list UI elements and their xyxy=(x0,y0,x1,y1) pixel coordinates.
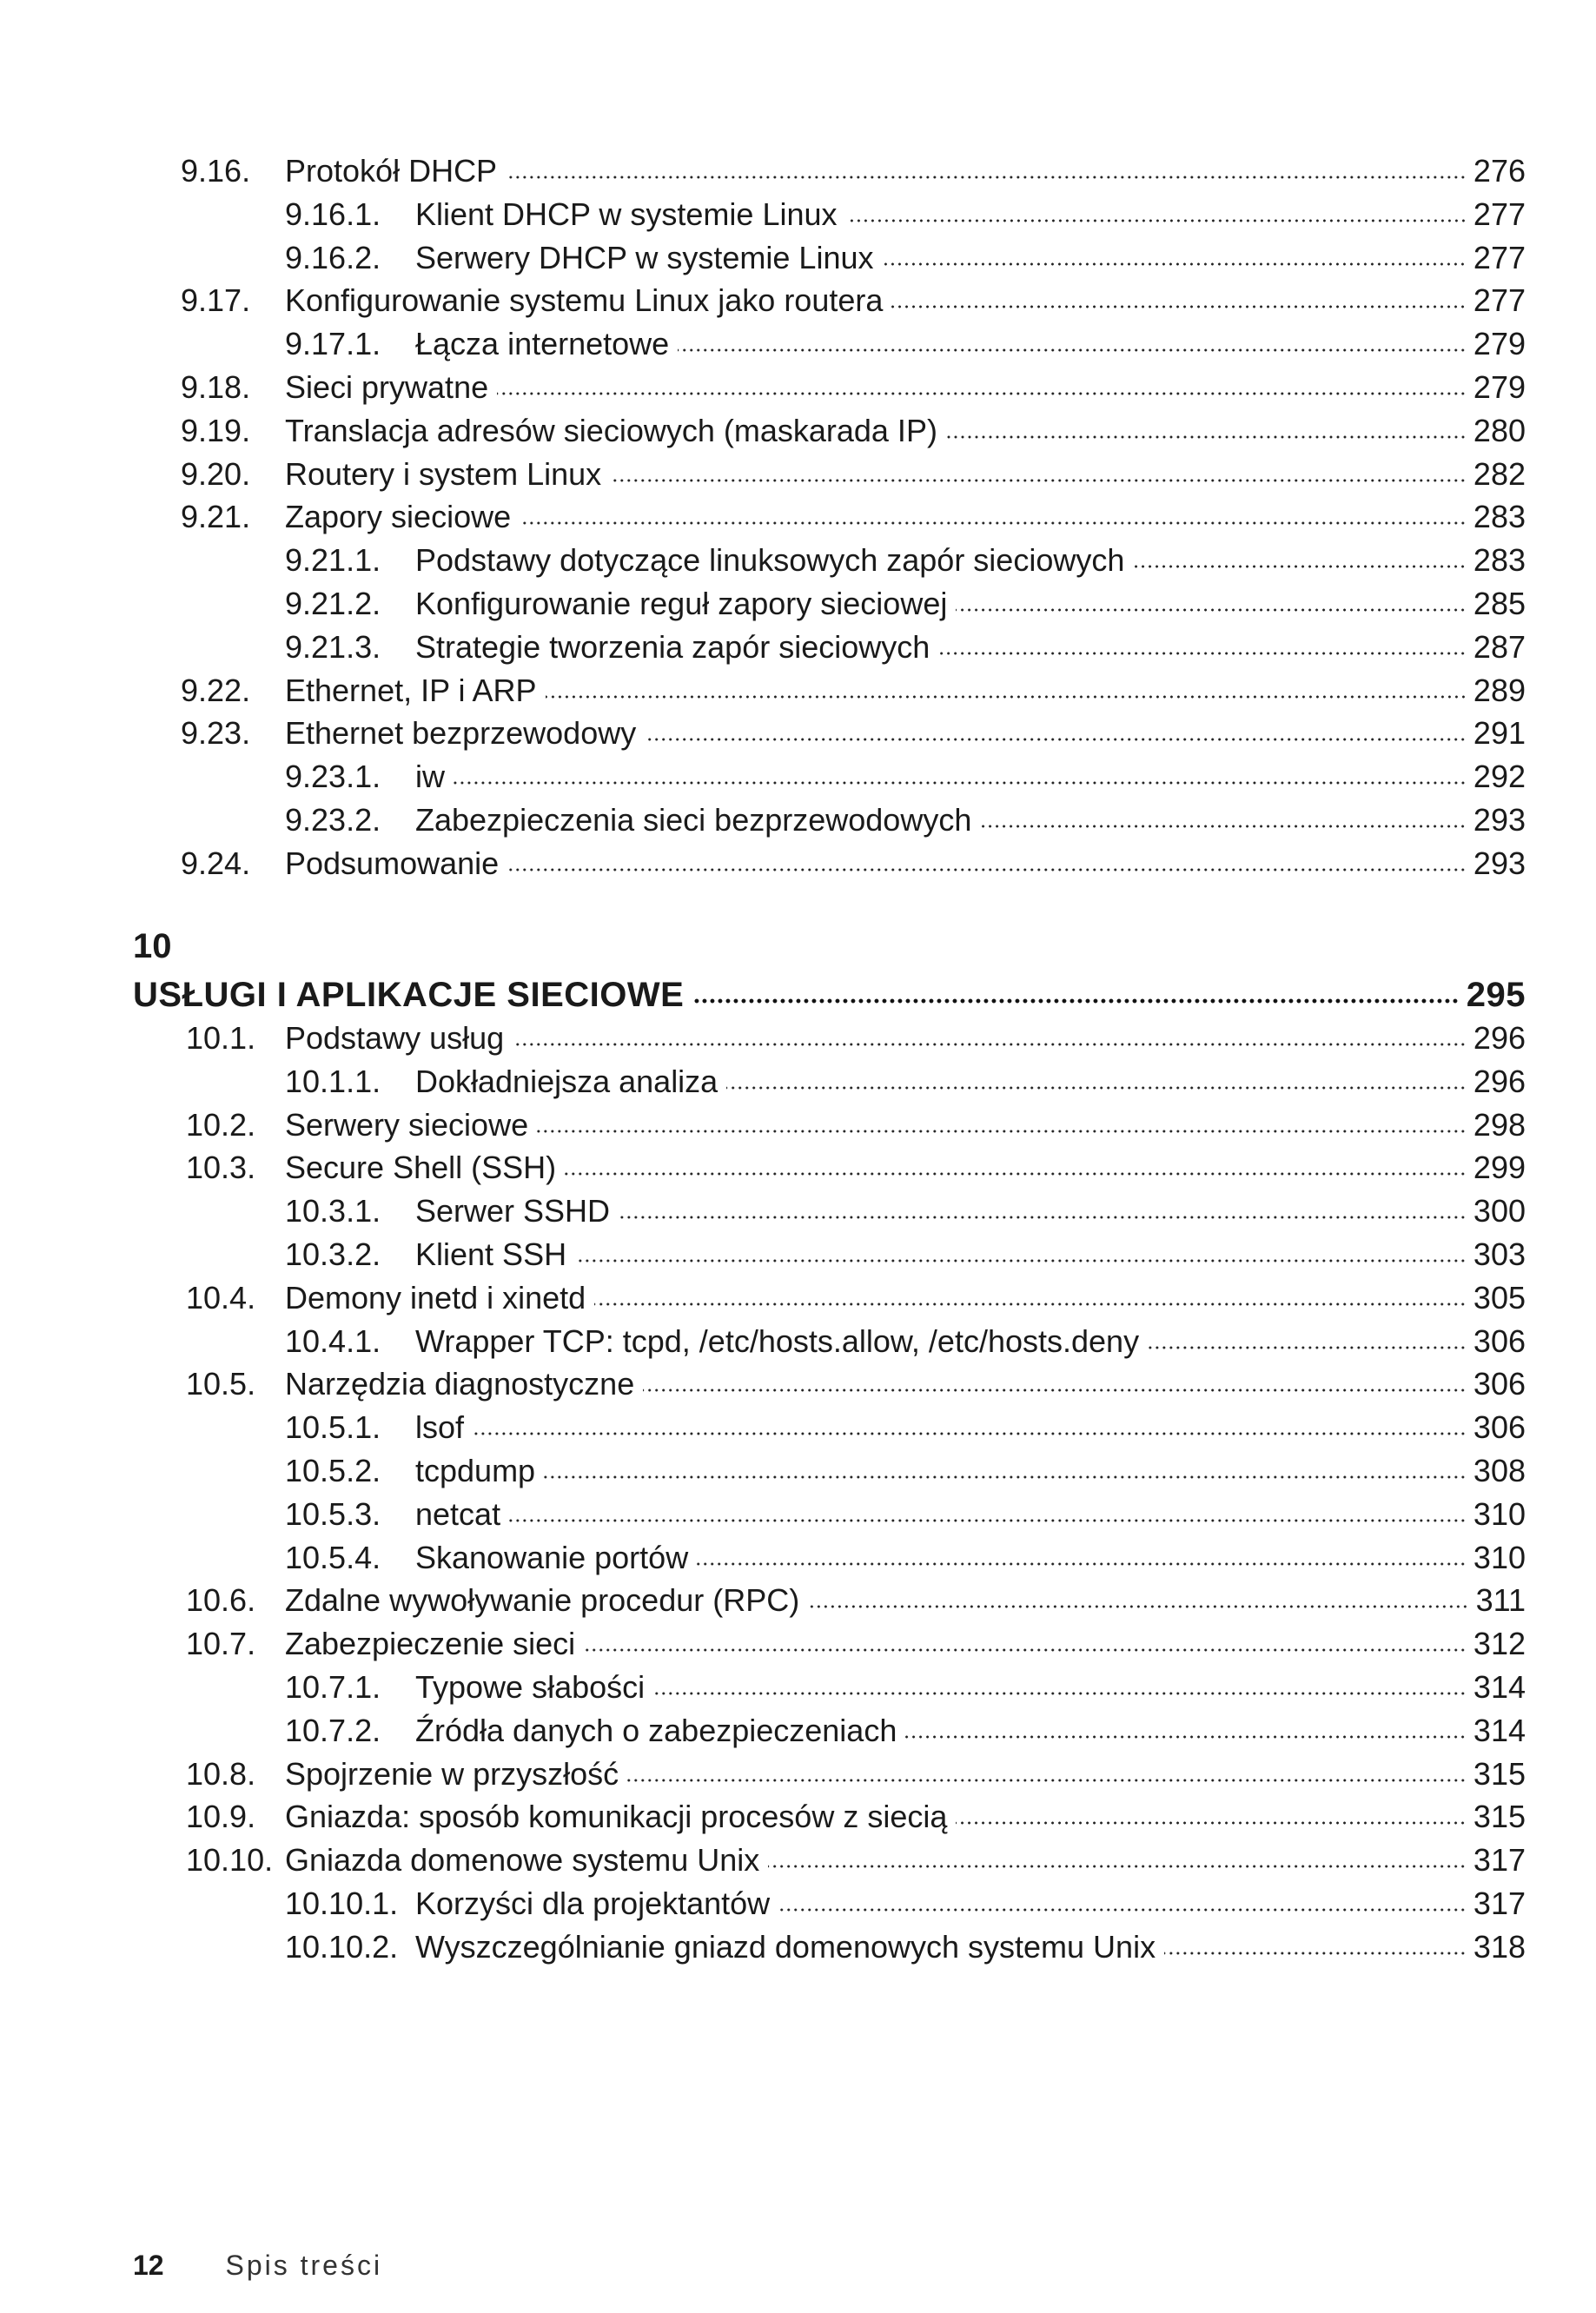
section-page: 277 xyxy=(1473,282,1526,319)
section-title: Secure Shell (SSH) xyxy=(285,1150,557,1186)
toc-entry[interactable] xyxy=(181,409,1526,453)
section-number: 10.10.1. xyxy=(285,1886,399,1921)
section-number: 9.16.2. xyxy=(285,239,381,275)
toc-entry[interactable] xyxy=(186,1795,1526,1839)
section-number: 9.17. xyxy=(181,282,251,319)
toc-entry[interactable] xyxy=(181,149,1526,193)
section-number: 9.23.1. xyxy=(285,759,381,795)
dot-leader xyxy=(905,1735,1467,1739)
dot-leader xyxy=(509,1519,1467,1522)
dot-leader xyxy=(627,1779,1467,1782)
dot-leader xyxy=(882,262,1466,266)
section-title: iw xyxy=(415,759,445,795)
section-number: 9.16.1. xyxy=(285,196,381,232)
section-title: Gniazda domenowe systemu Unix xyxy=(285,1842,760,1879)
toc-entry[interactable] xyxy=(181,366,1526,409)
section-title: Sieci prywatne xyxy=(285,369,489,405)
dot-leader xyxy=(454,781,1467,785)
section-number: 9.23. xyxy=(181,715,251,752)
section-title: Protokół DHCP xyxy=(285,153,498,189)
section-title: Translacja adresów sieciowych (maskarada IP) xyxy=(285,412,937,448)
dot-leader xyxy=(565,1172,1467,1176)
section-number: 9.24. xyxy=(181,845,251,881)
dot-leader xyxy=(980,825,1467,828)
chapter-heading[interactable] xyxy=(133,973,1526,1017)
toc-entry[interactable] xyxy=(186,1017,1526,1060)
toc-entry[interactable] xyxy=(186,1362,1526,1406)
dot-leader xyxy=(544,1475,1467,1479)
section-page: 310 xyxy=(1473,1539,1526,1575)
section-title: Klient SSH xyxy=(415,1236,567,1272)
dot-leader xyxy=(645,738,1467,741)
section-page: 276 xyxy=(1473,153,1526,189)
dot-leader xyxy=(507,868,1467,872)
section-title: Zdalne wywoływanie procedur (RPC) xyxy=(285,1582,800,1619)
section-title: Gniazda: sposób komunikacji procesów z siecią xyxy=(285,1799,948,1835)
section-page: 289 xyxy=(1473,672,1526,708)
section-page: 306 xyxy=(1473,1322,1526,1359)
section-title: Podstawy dotyczące linuksowych zapór sieciowych xyxy=(415,542,1125,579)
section-title: Ethernet, IP i ARP xyxy=(285,672,537,708)
section-page: 296 xyxy=(1473,1020,1526,1056)
section-page: 305 xyxy=(1473,1279,1526,1316)
section-page: 292 xyxy=(1473,759,1526,795)
toc-entry[interactable] xyxy=(285,236,1526,280)
section-number: 10.3.1. xyxy=(285,1193,381,1229)
section-page: 306 xyxy=(1473,1409,1526,1446)
section-page: 314 xyxy=(1473,1669,1526,1705)
section-title: netcat xyxy=(415,1495,501,1532)
toc-entry[interactable] xyxy=(285,193,1526,236)
section-number: 10.2. xyxy=(186,1106,256,1143)
section-number: 10.5.2. xyxy=(285,1453,381,1488)
section-title: Konfigurowanie systemu Linux jako routera xyxy=(285,282,884,319)
dot-leader xyxy=(506,176,1467,179)
toc-entry[interactable] xyxy=(181,842,1526,885)
toc-entry[interactable] xyxy=(285,1925,1526,1969)
dot-leader xyxy=(537,1130,1467,1133)
toc-entry[interactable] xyxy=(285,1406,1526,1449)
section-page: 298 xyxy=(1473,1106,1526,1143)
section-number: 10.7.1. xyxy=(285,1669,381,1705)
section-page: 279 xyxy=(1473,326,1526,362)
dot-leader xyxy=(726,1086,1467,1090)
section-page: 277 xyxy=(1473,239,1526,275)
section-number: 9.21. xyxy=(181,499,251,535)
section-title: Narzędzia diagnostyczne xyxy=(285,1366,635,1402)
section-title: Serwer SSHD xyxy=(415,1193,611,1229)
toc-entry[interactable] xyxy=(186,1622,1526,1666)
section-page: 315 xyxy=(1473,1799,1526,1835)
toc-entry[interactable] xyxy=(181,279,1526,322)
section-page: 311 xyxy=(1475,1582,1526,1619)
toc-entry[interactable] xyxy=(285,322,1526,366)
section-title: Łącza internetowe xyxy=(415,326,670,362)
dot-leader xyxy=(956,1821,1467,1825)
section-number: 9.19. xyxy=(181,412,251,448)
dot-leader xyxy=(546,695,1467,699)
section-page: 293 xyxy=(1473,845,1526,881)
dot-leader xyxy=(653,1692,1467,1695)
dot-leader xyxy=(473,1432,1467,1435)
section-number: 10.3.2. xyxy=(285,1236,381,1272)
section-number: 9.17.1. xyxy=(285,326,381,362)
section-number: 9.20. xyxy=(181,455,251,492)
dot-leader xyxy=(619,1216,1467,1219)
toc-entry[interactable] xyxy=(285,1060,1526,1103)
section-title: Wyszczególnianie gniazd domenowych systemu Unix xyxy=(415,1928,1156,1965)
toc-entry[interactable] xyxy=(285,799,1526,842)
section-number: 10.5.1. xyxy=(285,1409,381,1446)
section-page: 314 xyxy=(1473,1712,1526,1748)
section-page: 280 xyxy=(1473,412,1526,448)
dot-leader xyxy=(1133,565,1467,568)
dot-leader xyxy=(575,1259,1467,1263)
section-page: 308 xyxy=(1473,1453,1526,1488)
section-number: 10.5. xyxy=(186,1366,256,1402)
section-title: lsof xyxy=(415,1409,465,1446)
toc-entry[interactable] xyxy=(285,1666,1526,1709)
dot-leader xyxy=(643,1388,1467,1392)
dot-leader xyxy=(778,1908,1467,1912)
section-title: Zapory sieciowe xyxy=(285,499,512,535)
section-page: 317 xyxy=(1473,1886,1526,1921)
dot-leader xyxy=(956,608,1467,612)
section-number: 10.1. xyxy=(186,1020,256,1056)
section-number: 9.22. xyxy=(181,672,251,708)
dot-leader xyxy=(697,1562,1467,1566)
dot-leader xyxy=(946,435,1467,439)
section-page: 317 xyxy=(1473,1842,1526,1879)
toc-entry[interactable] xyxy=(181,453,1526,496)
dot-leader xyxy=(891,305,1467,308)
section-page: 306 xyxy=(1473,1366,1526,1402)
dot-leader xyxy=(808,1605,1468,1608)
toc-entry[interactable] xyxy=(186,1276,1526,1320)
section-page: 318 xyxy=(1473,1928,1526,1965)
dot-leader xyxy=(594,1302,1467,1306)
toc-entry[interactable] xyxy=(285,626,1526,669)
dot-leader xyxy=(846,219,1467,222)
section-title: Podstawy usług xyxy=(285,1020,505,1056)
toc-entry[interactable] xyxy=(285,1709,1526,1753)
toc-entry[interactable] xyxy=(181,712,1526,755)
section-page: 296 xyxy=(1473,1063,1526,1099)
footer-page-number: 12 xyxy=(133,2250,164,2281)
section-number: 9.18. xyxy=(181,369,251,405)
section-page: 282 xyxy=(1473,455,1526,492)
toc-entry[interactable] xyxy=(285,1493,1526,1536)
section-number: 10.10.2. xyxy=(285,1928,399,1965)
section-title: Konfigurowanie reguł zapory sieciowej xyxy=(415,586,948,621)
toc-entry[interactable] xyxy=(285,1320,1526,1363)
section-page: 312 xyxy=(1473,1626,1526,1662)
section-number: 10.7.2. xyxy=(285,1712,381,1748)
section-page: 299 xyxy=(1473,1150,1526,1186)
section-page: 293 xyxy=(1473,802,1526,838)
toc-entry[interactable] xyxy=(181,669,1526,712)
dot-leader xyxy=(497,392,1467,395)
section-title: Dokładniejsza analiza xyxy=(415,1063,719,1099)
section-page: 303 xyxy=(1473,1236,1526,1272)
toc-entry[interactable] xyxy=(285,755,1526,799)
dot-leader xyxy=(938,652,1467,655)
section-page: 300 xyxy=(1473,1193,1526,1229)
section-number: 10.7. xyxy=(186,1626,256,1662)
dot-leader xyxy=(584,1648,1467,1652)
toc-entry[interactable] xyxy=(285,1233,1526,1276)
dot-leader xyxy=(1164,1952,1467,1955)
section-number: 9.16. xyxy=(181,153,251,189)
section-page: 283 xyxy=(1473,542,1526,579)
dot-leader xyxy=(520,521,1467,525)
section-title: Typowe słabości xyxy=(415,1669,646,1705)
footer-label: Spis treści xyxy=(225,2250,383,2281)
section-page: 310 xyxy=(1473,1495,1526,1532)
dot-leader xyxy=(692,998,1459,1004)
toc-entry[interactable] xyxy=(186,1839,1526,1882)
section-page: 283 xyxy=(1473,499,1526,535)
toc-entry[interactable] xyxy=(285,1882,1526,1925)
section-number: 10.4.1. xyxy=(285,1322,381,1359)
section-number: 10.5.4. xyxy=(285,1539,381,1575)
dot-leader xyxy=(610,479,1467,482)
section-title: Strategie tworzenia zapór sieciowych xyxy=(415,628,930,665)
section-title: Zabezpieczenie sieci xyxy=(285,1626,576,1662)
section-number: 10.5.3. xyxy=(285,1495,381,1532)
section-number: 10.1.1. xyxy=(285,1063,381,1099)
dot-leader xyxy=(513,1043,1467,1046)
section-number: 9.21.2. xyxy=(285,586,381,621)
toc-entry[interactable] xyxy=(285,539,1526,582)
section-number: 10.10. xyxy=(186,1842,274,1879)
page-footer xyxy=(133,2246,382,2284)
section-title: Wrapper TCP: tcpd, /etc/hosts.allow, /etc/hosts.deny xyxy=(415,1322,1140,1359)
section-title: Źródła danych o zabezpieczeniach xyxy=(415,1712,897,1748)
section-title: Ethernet bezprzewodowy xyxy=(285,715,637,752)
section-page: 315 xyxy=(1473,1755,1526,1792)
section-title: Zabezpieczenia sieci bezprzewodowych xyxy=(415,802,972,838)
section-page: 279 xyxy=(1473,369,1526,405)
section-number: 9.21.1. xyxy=(285,542,381,579)
section-page: 285 xyxy=(1473,586,1526,621)
section-page: 287 xyxy=(1473,628,1526,665)
toc-entry[interactable] xyxy=(285,1536,1526,1580)
toc-entry[interactable] xyxy=(181,495,1526,539)
section-title: Serwery sieciowe xyxy=(285,1106,529,1143)
section-number: 10.4. xyxy=(186,1279,256,1316)
section-title: Demony inetd i xinetd xyxy=(285,1279,586,1316)
section-number: 10.8. xyxy=(186,1755,256,1792)
section-page: 291 xyxy=(1473,715,1526,752)
toc-entry[interactable] xyxy=(186,1579,1526,1622)
section-page: 277 xyxy=(1473,196,1526,232)
toc-entry[interactable] xyxy=(285,582,1526,626)
toc-entry[interactable] xyxy=(186,1146,1526,1190)
toc-entry[interactable] xyxy=(285,1190,1526,1233)
toc-entry[interactable] xyxy=(186,1753,1526,1796)
section-title: Klient DHCP w systemie Linux xyxy=(415,196,838,232)
chapter-page: 295 xyxy=(1466,976,1526,1014)
section-number: 10.9. xyxy=(186,1799,256,1835)
dot-leader xyxy=(768,1865,1467,1868)
chapter-title: USŁUGI I APLIKACJE SIECIOWE xyxy=(133,976,685,1014)
section-title: Spojrzenie w przyszłość xyxy=(285,1755,619,1792)
toc-entry[interactable] xyxy=(186,1103,1526,1147)
dot-leader xyxy=(678,348,1467,352)
section-number: 9.23.2. xyxy=(285,802,381,838)
chapter-number: 10 xyxy=(133,927,172,965)
section-title: Serwery DHCP w systemie Linux xyxy=(415,239,874,275)
toc-entry[interactable] xyxy=(285,1449,1526,1493)
section-number: 9.21.3. xyxy=(285,628,381,665)
section-title: Korzyści dla projektantów xyxy=(415,1886,771,1921)
section-title: Podsumowanie xyxy=(285,845,500,881)
section-title: Routery i system Linux xyxy=(285,455,602,492)
section-title: Skanowanie portów xyxy=(415,1539,689,1575)
section-title: tcpdump xyxy=(415,1453,536,1488)
dot-leader xyxy=(1148,1346,1467,1349)
section-number: 10.3. xyxy=(186,1150,256,1186)
section-number: 10.6. xyxy=(186,1582,256,1619)
